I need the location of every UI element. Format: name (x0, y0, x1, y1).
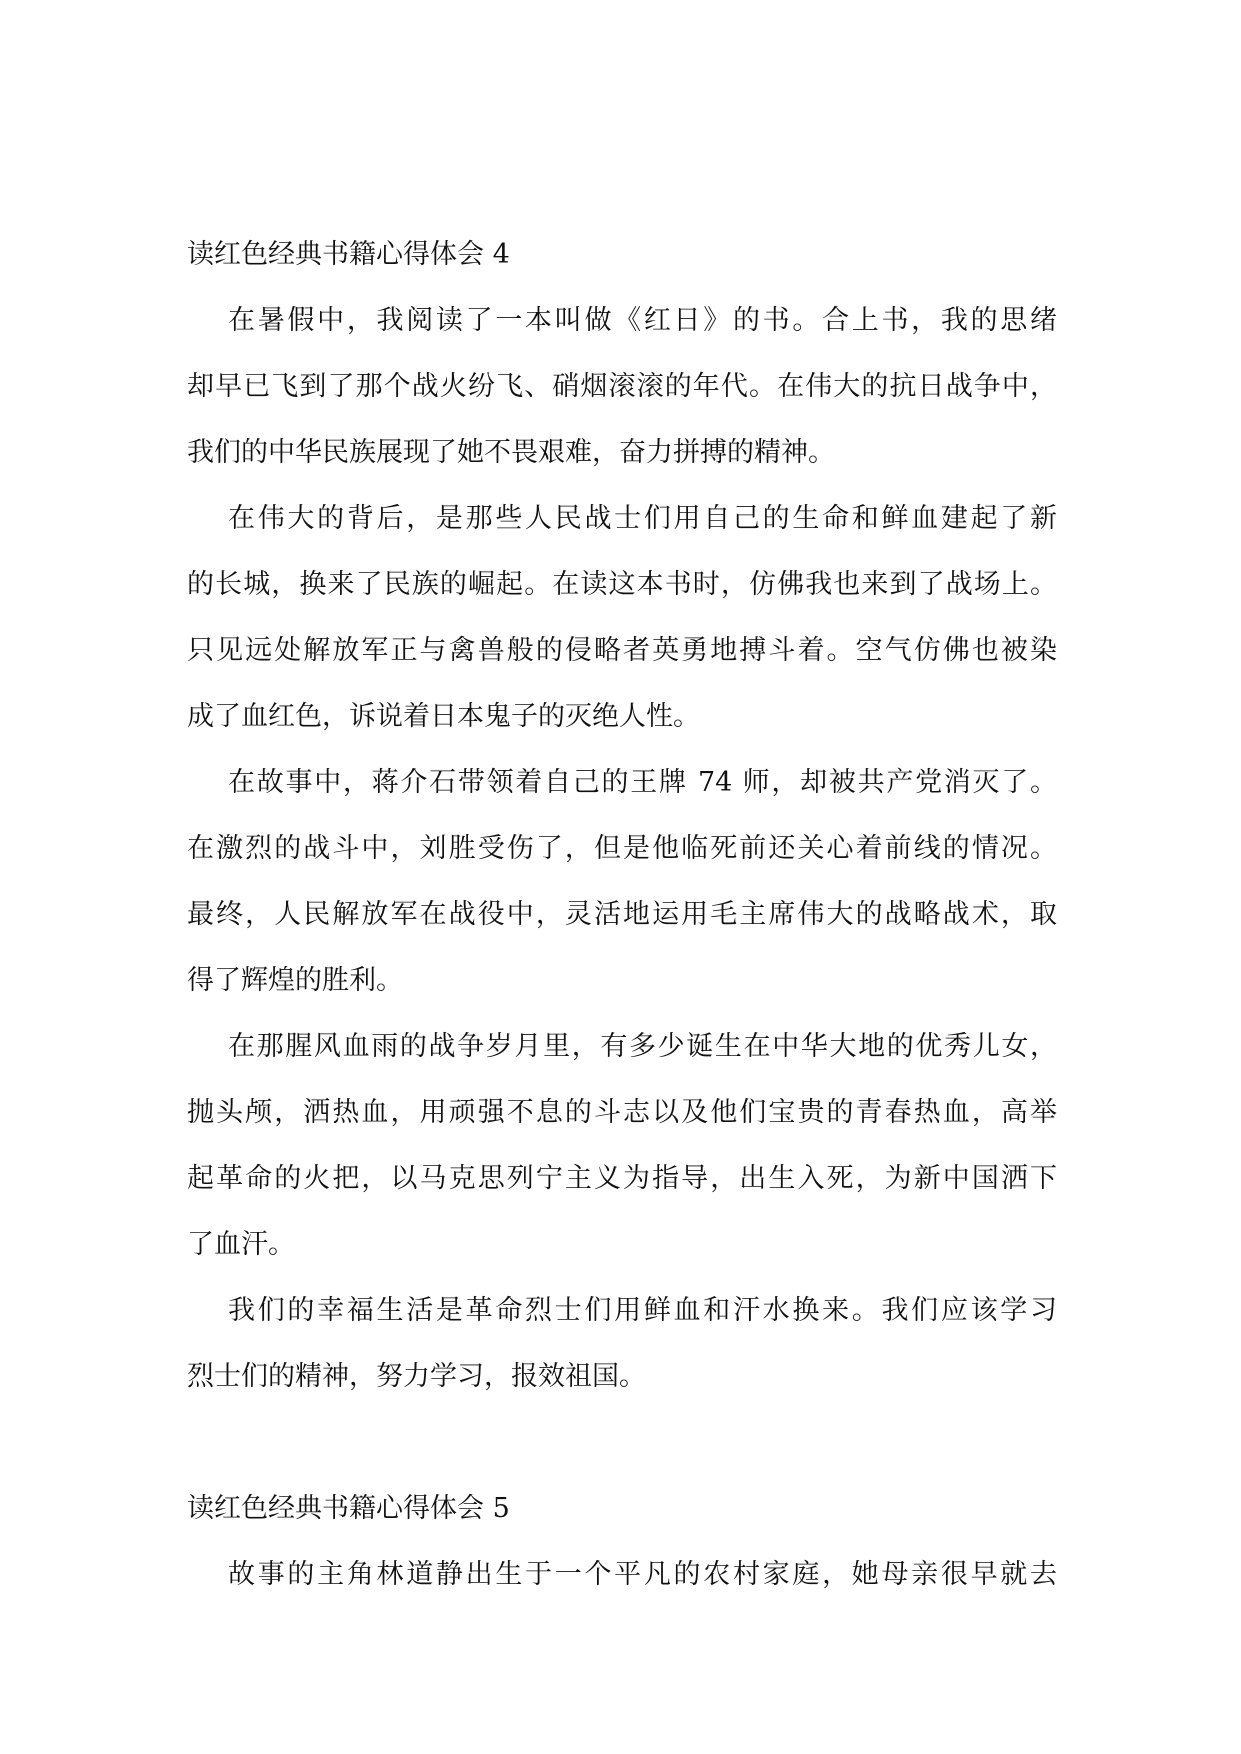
paragraph-line: 却早已飞到了那个战火纷飞、硝烟滚滚的年代。在伟大的抗日战争中， (187, 371, 1057, 402)
paragraph-line: 抛头颅，洒热血，用顽强不息的斗志以及他们宝贵的青春热血，高举 (187, 1097, 1057, 1128)
paragraph-line: 在暑假中，我阅读了一本叫做《红日》的书。合上书，我的思绪 (228, 305, 1057, 336)
paragraph-line: 的长城，换来了民族的崛起。在读这本书时，仿佛我也来到了战场上。 (187, 569, 1057, 600)
paragraph-line: 我们的幸福生活是革命烈士们用鲜血和汗水换来。我们应该学习 (228, 1295, 1057, 1326)
section-4-paragraph-1 (187, 288, 1057, 486)
paragraph-line: 最终，人民解放军在战役中，灵活地运用毛主席伟大的战略战术，取 (187, 899, 1057, 930)
paragraph-line: 成了血红色，诉说着日本鬼子的灭绝人性。 (187, 701, 700, 732)
paragraph-line: 故事的主角林道静出生于一个平凡的农村家庭，她母亲很早就去 (228, 1559, 1057, 1590)
section-4-paragraph-4 (187, 1014, 1057, 1278)
paragraph-line: 只见远处解放军正与禽兽般的侵略者英勇地搏斗着。空气仿佛也被染 (187, 635, 1057, 666)
section-5-title: 读红色经典书籍心得体会 5 (187, 1493, 510, 1524)
paragraph-line: 在那腥风血雨的战争岁月里，有多少诞生在中华大地的优秀儿女， (228, 1031, 1057, 1062)
section-5-paragraph-1 (187, 1542, 1057, 1608)
paragraph-line: 得了辉煌的胜利。 (187, 965, 403, 996)
paragraph-line: 在激烈的战斗中，刘胜受伤了，但是他临死前还关心着前线的情况。 (187, 833, 1057, 864)
paragraph-line: 了血汗。 (187, 1229, 295, 1260)
paragraph-line: 在伟大的背后，是那些人民战士们用自己的生命和鲜血建起了新 (228, 503, 1057, 534)
section-4-paragraph-5 (187, 1278, 1057, 1410)
section-4-paragraph-3 (187, 750, 1057, 1014)
paragraph-line: 在故事中，蒋介石带领着自己的王牌 74 师，却被共产党消灭了。 (228, 767, 1057, 798)
section-spacer (187, 1410, 1057, 1476)
paragraph-line: 我们的中华民族展现了她不畏艰难，奋力拼搏的精神。 (187, 437, 835, 468)
section-4-title: 读红色经典书籍心得体会 4 (187, 239, 510, 270)
section-4-paragraph-2 (187, 486, 1057, 750)
paragraph-line: 起革命的火把，以马克思列宁主义为指导，出生入死，为新中国洒下 (187, 1163, 1057, 1194)
paragraph-line: 烈士们的精神，努力学习，报效祖国。 (187, 1361, 646, 1392)
document-body (187, 222, 1057, 1608)
